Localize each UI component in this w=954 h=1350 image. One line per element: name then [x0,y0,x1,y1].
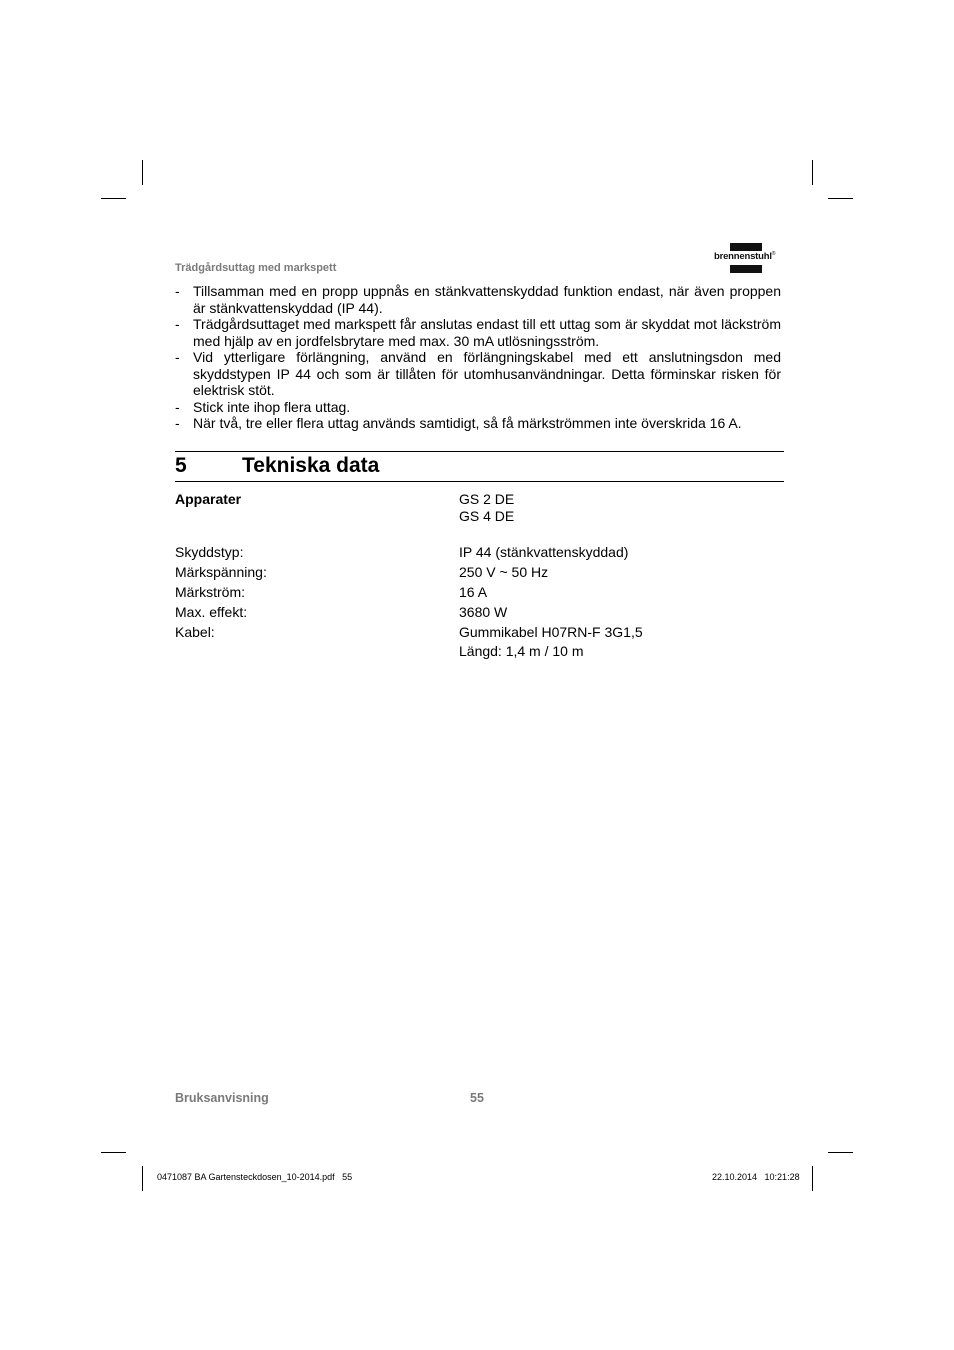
list-dash: - [175,415,180,431]
section-rule-bottom [175,481,784,482]
crop-mark-top-right-horizontal [828,198,853,199]
list-dash: - [175,398,180,415]
devices-label: Apparater [175,491,242,507]
crop-mark-top-right-vertical [812,160,813,185]
section-title: Tekniska data [242,454,380,477]
running-head-title: Trädgårdsuttag med markspett [175,262,337,274]
logo-wordmark [714,251,784,262]
list-item [175,415,781,432]
crop-mark-top-left-vertical [142,160,143,185]
spec-value-power: 3680 W [459,604,508,620]
spec-label-voltage: Märkspänning: [175,564,267,580]
page-number: 55 [470,1091,484,1105]
section-number: 5 [175,454,187,477]
crop-mark-bottom-right-horizontal [828,1152,853,1153]
crop-mark-bottom-left-vertical [142,1166,143,1191]
list-item [175,349,781,399]
spec-label-cable: Kabel: [175,624,215,640]
footer-manual-label: Bruksanvisning [175,1091,269,1105]
list-dash: - [175,283,180,299]
spec-value-protection: IP 44 (stänkvattenskyddad) [459,544,629,560]
device-model: GS 2 DE [459,491,515,507]
spec-label-power: Max. effekt: [175,604,248,620]
spec-label-protection: Skyddstyp: [175,544,244,560]
print-slug-datetime: 22.10.2014 10:21:28 [712,1172,800,1182]
spec-value-cable-length: Längd: 1,4 m / 10 m [459,643,584,659]
list-item-text: Tillsamman med en propp uppnås en stänkvattenskyddad funktion endast, när även proppen är stänkvattenskyddad (IP 44). [193,283,781,316]
logo-bar-bottom [730,265,762,273]
list-item-text: Stick inte ihop flera uttag. [193,398,351,415]
list-item-text: Trädgårdsuttaget med markspett får anslutas endast till ett uttag som är skyddat mot läckström med hjälp av en jordfelsbrytare med max. 30 mA utlösningsström. [193,316,781,349]
device-model: GS 4 DE [459,508,515,524]
safety-bullet-list [175,283,781,432]
crop-mark-top-left-horizontal [101,198,126,199]
crop-mark-bottom-left-horizontal [101,1152,126,1153]
list-item [175,399,781,416]
list-item [175,316,781,349]
crop-mark-bottom-right-vertical [812,1166,813,1191]
logo-brand-text: brennenstuhl [714,251,772,263]
list-item [175,283,781,316]
logo-bar-top [730,243,762,251]
spec-value-voltage: 250 V ~ 50 Hz [459,564,549,580]
list-dash: - [175,316,180,332]
list-dash: - [175,349,180,365]
spec-value-cable: Gummikabel H07RN-F 3G1,5 [459,624,643,640]
list-item-text: När två, tre eller flera uttag används samtidigt, så få märkströmmen inte överskrida 16 A. [193,415,742,431]
spec-label-current: Märkström: [175,584,245,600]
registered-mark: ® [771,251,776,257]
print-slug-file: 0471087 BA Gartensteckdosen_10-2014.pdf 55 [157,1172,353,1182]
spec-value-current: 16 A [459,584,488,600]
brand-logo [714,242,784,275]
list-item-text: Vid ytterligare förlängning, använd en förlängningskabel med ett anslutningsdon med skyddstypen IP 44 och som är tillåten för utomhusanvändningar. Detta förminskar risken för elektrisk stöt. [193,349,781,398]
section-rule-top [175,451,784,452]
